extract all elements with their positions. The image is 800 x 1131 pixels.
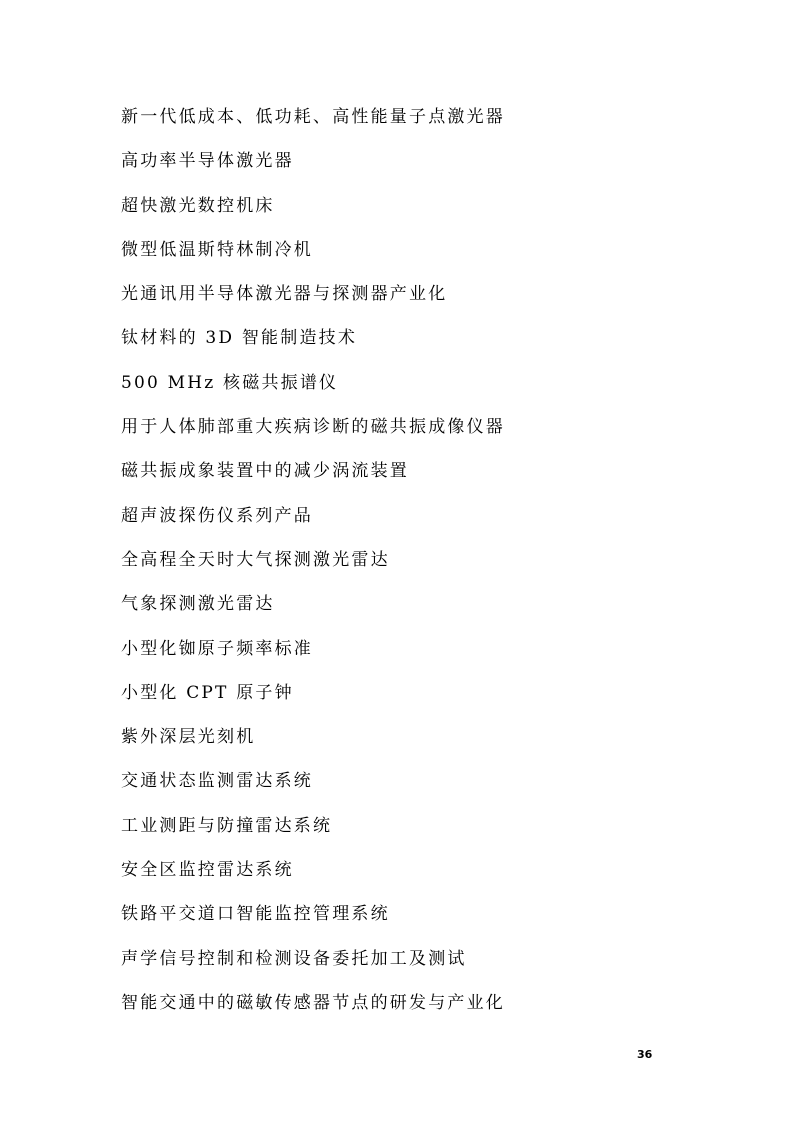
list-item: 小型化 CPT 原子钟	[121, 682, 294, 703]
list-item: 钛材料的 3D 智能制造技术	[121, 328, 358, 349]
list-item: 磁共振成象装置中的减少涡流装置	[121, 461, 409, 482]
list-item: 声学信号控制和检测设备委托加工及测试	[121, 948, 467, 969]
list-item: 紫外深层光刻机	[121, 727, 256, 748]
list-item: 500 MHz 核磁共振谱仪	[121, 372, 339, 393]
list-item: 新一代低成本、低功耗、高性能量子点激光器	[121, 107, 505, 127]
list-item: 小型化铷原子频率标准	[121, 638, 313, 659]
list-item: 全高程全天时大气探测激光雷达	[121, 549, 390, 570]
list-item: 微型低温斯特林制冷机	[121, 239, 313, 260]
list-item: 安全区监控雷达系统	[121, 860, 294, 881]
list-item: 高功率半导体激光器	[121, 151, 294, 172]
list-item: 工业测距与防撞雷达系统	[121, 815, 333, 836]
list-item: 铁路平交道口智能监控管理系统	[121, 904, 390, 925]
list-item: 气象探测激光雷达	[121, 594, 275, 615]
list-item: 智能交通中的磁敏传感器节点的研发与产业化	[121, 992, 505, 1013]
technology-list	[121, 101, 505, 1031]
list-item: 超快激光数控机床	[121, 195, 275, 216]
list-item: 用于人体肺部重大疾病诊断的磁共振成像仪器	[121, 417, 505, 438]
list-item: 超声波探伤仪系列产品	[121, 505, 313, 526]
list-item: 光通讯用半导体激光器与探测器产业化	[121, 284, 448, 305]
page-number: 36	[637, 1048, 653, 1061]
list-item: 交通状态监测雷达系统	[121, 771, 313, 792]
